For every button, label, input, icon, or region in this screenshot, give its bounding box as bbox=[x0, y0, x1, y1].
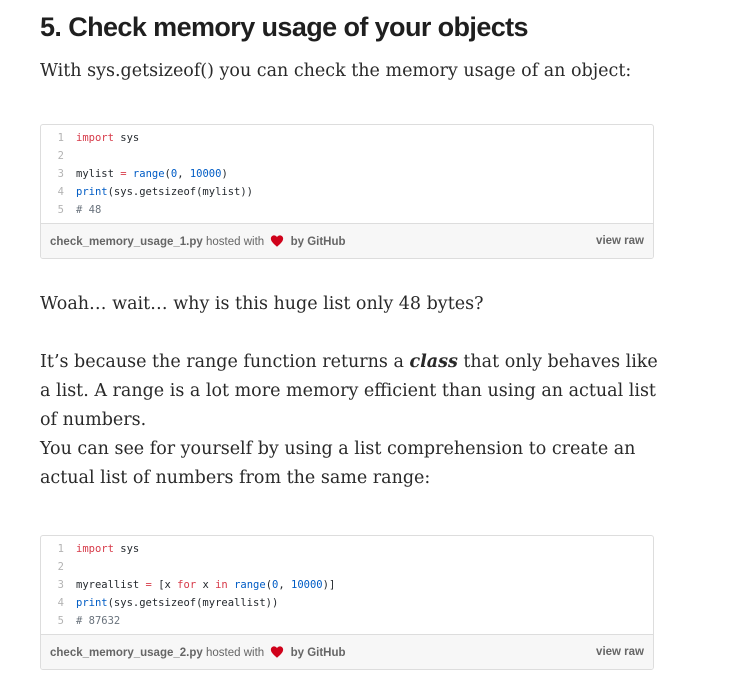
code-token: 10000 bbox=[189, 168, 222, 180]
paragraph-woah: Woah… wait… why is this huge list only 48 bytes? bbox=[40, 294, 484, 314]
code-token: (sys.getsizeof(mylist)) bbox=[107, 186, 254, 198]
github-link[interactable]: by GitHub bbox=[290, 236, 346, 248]
line-number: 2 bbox=[57, 561, 64, 573]
line-number: 4 bbox=[57, 186, 64, 198]
paragraph-range-class bbox=[40, 348, 670, 435]
code-token: for bbox=[177, 579, 197, 591]
heart-icon bbox=[270, 234, 284, 248]
gist-meta-2 bbox=[41, 634, 653, 669]
code-line bbox=[41, 594, 653, 612]
code-token: # 87632 bbox=[76, 615, 121, 627]
code-token: = bbox=[145, 579, 152, 591]
hosted-with-text: hosted with bbox=[206, 236, 265, 248]
gist-embed-1 bbox=[40, 124, 654, 259]
code-token: import bbox=[76, 132, 114, 144]
heart-icon bbox=[270, 645, 284, 659]
code-token: x bbox=[196, 579, 216, 591]
code-text bbox=[76, 540, 139, 558]
para2-text-before: It’s because the range function returns a bbox=[40, 352, 410, 372]
code-line bbox=[41, 576, 653, 594]
code-token: print bbox=[76, 186, 108, 198]
para2-text-after: that only behaves like a list. A range is a lot more memory efficient than using an actual list of numbers. bbox=[40, 352, 658, 430]
code-text bbox=[76, 183, 253, 201]
code-text bbox=[76, 612, 120, 630]
line-number: 1 bbox=[57, 543, 64, 555]
code-token: import bbox=[76, 543, 114, 555]
code-token: range bbox=[234, 579, 266, 591]
code-token: mylist bbox=[76, 168, 121, 180]
line-number: 2 bbox=[57, 150, 64, 162]
code-line bbox=[41, 147, 653, 165]
code-token: , bbox=[278, 579, 292, 591]
code-text bbox=[76, 201, 101, 219]
code-line bbox=[41, 201, 653, 219]
gist-meta-1 bbox=[41, 223, 653, 258]
code-token: myreallist bbox=[76, 579, 146, 591]
paragraph-list-comprehension: You can see for yourself by using a list comprehension to create an actual list of numbers from the same range: bbox=[40, 439, 636, 488]
hosted-with-text: hosted with bbox=[206, 647, 265, 659]
line-number: 5 bbox=[57, 615, 64, 627]
code-token: )] bbox=[322, 579, 336, 591]
code-line bbox=[41, 183, 653, 201]
code-token: , bbox=[177, 168, 190, 180]
gist-meta-left bbox=[50, 234, 346, 248]
code-token: [x bbox=[151, 579, 178, 591]
github-link[interactable]: by GitHub bbox=[290, 647, 346, 659]
code-line bbox=[41, 165, 653, 183]
intro-paragraph: With sys.getsizeof() you can check the memory usage of an object: bbox=[40, 61, 632, 81]
code-token: (sys.getsizeof(myreallist)) bbox=[107, 597, 279, 609]
code-token: 0 bbox=[170, 168, 178, 180]
section-heading: 5. Check memory usage of your objects bbox=[40, 12, 528, 42]
code-token: 0 bbox=[272, 579, 279, 591]
code-token: 10000 bbox=[291, 579, 323, 591]
code-token: ( bbox=[164, 168, 171, 180]
gist-code-1 bbox=[41, 125, 653, 223]
line-number: 5 bbox=[57, 204, 64, 216]
code-token: # 48 bbox=[76, 204, 102, 216]
code-token: range bbox=[132, 168, 165, 180]
code-text bbox=[76, 576, 335, 594]
code-token: ) bbox=[221, 168, 228, 180]
line-number: 3 bbox=[57, 168, 64, 180]
code-token: in bbox=[215, 579, 228, 591]
view-raw-link[interactable]: view raw bbox=[596, 235, 644, 247]
line-number: 1 bbox=[57, 132, 64, 144]
gist-code-2 bbox=[41, 536, 653, 634]
line-number: 3 bbox=[57, 579, 64, 591]
code-line bbox=[41, 129, 653, 147]
code-token: = bbox=[120, 168, 127, 180]
gist-embed-2 bbox=[40, 535, 654, 670]
view-raw-link[interactable]: view raw bbox=[596, 646, 644, 658]
code-line bbox=[41, 612, 653, 630]
code-token: print bbox=[76, 597, 108, 609]
gist-filename-link[interactable]: check_memory_usage_1.py bbox=[50, 236, 203, 248]
para2-emphasis: class bbox=[409, 352, 458, 372]
line-number: 4 bbox=[57, 597, 64, 609]
code-text bbox=[76, 165, 228, 183]
code-text bbox=[76, 594, 278, 612]
code-line bbox=[41, 558, 653, 576]
code-text bbox=[76, 129, 139, 147]
code-token: ( bbox=[265, 579, 273, 591]
code-line bbox=[41, 540, 653, 558]
gist-meta-left bbox=[50, 645, 346, 659]
gist-filename-link[interactable]: check_memory_usage_2.py bbox=[50, 647, 203, 659]
code-token: sys bbox=[113, 543, 140, 555]
code-token: sys bbox=[113, 132, 140, 144]
